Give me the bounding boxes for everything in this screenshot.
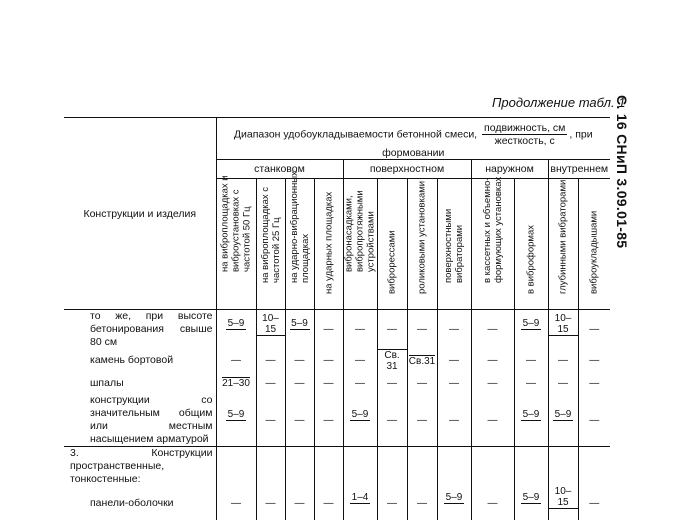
continuation-label: Продолжение табл. 1 xyxy=(492,95,626,110)
value-text: — xyxy=(294,377,305,389)
column-header xyxy=(314,179,343,310)
value-cell xyxy=(407,486,437,520)
header-row-title xyxy=(64,118,610,160)
value-cell xyxy=(256,394,285,447)
value-fraction xyxy=(257,313,285,347)
table-row xyxy=(64,447,610,487)
value-cell xyxy=(407,372,437,394)
column-header xyxy=(548,179,578,310)
value-cell xyxy=(216,447,256,487)
column-header-text: в кассетных и объемно-формующих установках xyxy=(481,176,504,283)
value-denominator xyxy=(521,504,541,515)
value-cell xyxy=(407,394,437,447)
value-cell xyxy=(377,372,407,394)
value-cell xyxy=(437,372,471,394)
value-denominator xyxy=(226,421,246,432)
row-label: панели-оболочки xyxy=(64,486,216,520)
value-denominator xyxy=(290,330,310,341)
value-text: — xyxy=(558,355,568,366)
value-text: — xyxy=(589,497,600,509)
group-vnutrennem: внутреннем xyxy=(548,160,610,179)
value-cell xyxy=(471,486,514,520)
value-denominator xyxy=(226,330,246,341)
value-text: — xyxy=(323,324,334,335)
value-numerator: 5–9 xyxy=(291,318,308,329)
norms-table xyxy=(64,117,610,520)
value-denominator xyxy=(257,336,285,347)
value-cell xyxy=(314,447,343,487)
value-text: — xyxy=(526,377,536,389)
value-fraction xyxy=(521,409,541,432)
value-cell xyxy=(314,394,343,447)
row-label: то же, при высоте бетонирования свыше 80 см xyxy=(64,310,216,350)
column-header-text: вибронасадками, вибропротяжными устройствами xyxy=(343,190,377,272)
value-cell xyxy=(471,394,514,447)
value-cell xyxy=(256,447,285,487)
group-stankovom: станковом xyxy=(216,160,343,179)
value-fraction xyxy=(549,313,578,347)
row-label: конструкции со значительным общим или местным насыщением арматурой xyxy=(64,394,216,447)
value-cell xyxy=(578,447,610,487)
value-cell xyxy=(471,310,514,350)
value-text: — xyxy=(231,497,241,509)
value-cell xyxy=(578,349,610,372)
value-numerator: 5–9 xyxy=(227,408,245,420)
row-label: камень бортовой xyxy=(64,349,216,372)
value-cell xyxy=(314,310,343,350)
column-header xyxy=(471,176,514,310)
construction-header xyxy=(64,118,216,310)
table-row xyxy=(64,372,610,394)
value-cell xyxy=(343,394,377,447)
range-prefix: Диапазон удобоукладываемости бетонной смеси, xyxy=(233,128,478,141)
value-denominator xyxy=(521,330,541,341)
value-text: — xyxy=(417,377,427,389)
value-denominator xyxy=(350,504,370,515)
value-numerator: 10–15 xyxy=(549,313,578,336)
value-text: — xyxy=(231,355,241,366)
value-cell xyxy=(285,310,314,350)
value-cell xyxy=(343,372,377,394)
column-header xyxy=(514,179,548,310)
value-cell xyxy=(407,310,437,350)
column-header xyxy=(377,179,407,310)
value-cell xyxy=(314,372,343,394)
value-cell xyxy=(548,394,578,447)
value-denominator xyxy=(549,336,578,347)
value-text: — xyxy=(323,355,334,366)
value-text: — xyxy=(294,497,305,509)
value-cell xyxy=(256,310,285,350)
value-cell xyxy=(437,310,471,350)
value-fraction xyxy=(444,492,464,515)
value-fraction xyxy=(226,409,246,432)
value-cell xyxy=(514,447,548,487)
value-cell xyxy=(216,349,256,372)
value-cell xyxy=(548,310,578,350)
row-label: 3. Конструкции пространственные, тонкостенные: xyxy=(64,447,216,487)
column-header xyxy=(407,179,437,310)
group-poverkhnostnom: поверхностном xyxy=(343,160,471,179)
value-cell xyxy=(578,372,610,394)
value-cell xyxy=(343,486,377,520)
value-cell xyxy=(216,372,256,394)
column-header-text: в виброформах xyxy=(525,225,537,294)
value-fraction xyxy=(350,409,370,432)
value-cell xyxy=(256,372,285,394)
column-header xyxy=(285,171,314,310)
value-text: — xyxy=(526,355,536,366)
value-fraction xyxy=(290,318,310,341)
value-cell xyxy=(437,349,471,372)
value-cell xyxy=(437,447,471,487)
column-header-text: на ударных площадках xyxy=(323,191,334,294)
value-fraction xyxy=(409,355,435,367)
value-cell xyxy=(437,486,471,520)
value-cell xyxy=(377,310,407,350)
value-text: — xyxy=(294,414,305,426)
side-title-text: С. 16 СНиП 3.09.01-85 xyxy=(614,95,630,249)
range-header xyxy=(216,118,610,160)
value-text: — xyxy=(417,324,427,335)
column-header-text: виброрессами xyxy=(386,230,398,294)
value-numerator: 5–9 xyxy=(522,408,540,420)
fraction-numerator: подвижность, см xyxy=(484,122,566,134)
fraction-denominator: жесткость, с xyxy=(494,135,555,147)
value-cell xyxy=(285,447,314,487)
value-cell xyxy=(216,486,256,520)
value-denominator xyxy=(549,509,578,520)
value-cell xyxy=(216,394,256,447)
range-suffix: , при формовании xyxy=(382,128,593,159)
value-text: — xyxy=(265,355,276,366)
value-cell xyxy=(548,486,578,520)
value-numerator: 1–4 xyxy=(351,491,369,503)
column-header-text: на виброплощадках с частотой 25 Гц xyxy=(259,186,282,283)
value-numerator: 5–9 xyxy=(445,491,463,503)
value-text: — xyxy=(265,414,276,426)
value-text: — xyxy=(387,497,397,509)
table-row xyxy=(64,349,610,372)
value-text: — xyxy=(387,324,397,335)
column-header-text: на ударно-вибрационных площадках xyxy=(288,171,311,283)
column-header-text: на виброплощадках и виброустановках с частотой 50 Гц xyxy=(219,175,253,272)
value-cell xyxy=(578,310,610,350)
value-cell xyxy=(471,447,514,487)
value-text: — xyxy=(417,497,427,509)
value-cell xyxy=(256,349,285,372)
value-cell xyxy=(343,349,377,372)
value-numerator: 10–15 xyxy=(549,486,578,509)
value-cell xyxy=(285,394,314,447)
value-fraction xyxy=(222,377,250,389)
value-text: — xyxy=(558,377,568,389)
value-cell xyxy=(343,310,377,350)
value-denominator: Св. 31 xyxy=(384,350,400,372)
value-cell xyxy=(514,394,548,447)
value-text: — xyxy=(265,377,276,389)
value-text: — xyxy=(355,355,365,366)
construction-header-text: Конструкции и изделия xyxy=(83,207,197,220)
column-header-text: роликовыми установками xyxy=(416,180,428,294)
value-text: — xyxy=(487,414,498,426)
value-text: — xyxy=(294,355,305,366)
value-cell xyxy=(437,394,471,447)
value-cell xyxy=(548,372,578,394)
value-cell xyxy=(285,349,314,372)
value-text: — xyxy=(323,497,334,509)
value-cell xyxy=(377,486,407,520)
value-text: — xyxy=(449,377,459,389)
value-denominator: 21–30 xyxy=(222,378,250,389)
value-cell xyxy=(314,486,343,520)
value-numerator: 5–9 xyxy=(351,408,369,420)
value-text: — xyxy=(449,355,459,366)
column-header-text: виброукладышами xyxy=(588,210,600,294)
value-text: — xyxy=(589,355,600,366)
value-cell xyxy=(216,310,256,350)
value-cell xyxy=(514,310,548,350)
value-text: — xyxy=(265,497,276,509)
value-cell xyxy=(285,486,314,520)
value-numerator: 10–15 xyxy=(257,313,285,336)
value-denominator xyxy=(521,421,541,432)
value-cell xyxy=(578,394,610,447)
value-cell xyxy=(548,447,578,487)
value-cell xyxy=(548,349,578,372)
value-text: — xyxy=(323,377,334,389)
value-text: — xyxy=(449,324,459,335)
value-cell xyxy=(343,447,377,487)
value-cell xyxy=(407,447,437,487)
value-text: — xyxy=(355,324,365,335)
group-naruzhnom: наружном xyxy=(471,160,548,179)
value-text: — xyxy=(323,414,334,426)
value-cell xyxy=(377,447,407,487)
table-row xyxy=(64,310,610,350)
value-cell xyxy=(578,486,610,520)
value-numerator: 5–9 xyxy=(522,318,540,329)
range-fraction xyxy=(482,122,567,147)
value-denominator xyxy=(444,504,464,515)
column-header xyxy=(437,179,471,310)
value-text: — xyxy=(387,377,397,389)
value-text: — xyxy=(355,377,365,389)
column-header-text: глубинными вибраторами xyxy=(557,179,569,294)
column-header xyxy=(256,179,285,310)
value-cell xyxy=(471,372,514,394)
value-fraction xyxy=(226,318,246,341)
value-text: — xyxy=(487,324,498,335)
value-numerator: 5–9 xyxy=(522,491,540,503)
value-denominator: Св.31 xyxy=(408,355,436,367)
value-text: — xyxy=(589,324,600,335)
value-cell xyxy=(285,372,314,394)
value-cell xyxy=(514,349,548,372)
value-text: — xyxy=(589,414,600,426)
value-cell xyxy=(514,486,548,520)
value-text: — xyxy=(487,497,498,509)
column-header xyxy=(216,175,256,310)
value-text: — xyxy=(487,355,498,366)
value-denominator xyxy=(350,421,370,432)
value-cell xyxy=(377,394,407,447)
value-cell xyxy=(314,349,343,372)
column-header-text: поверхностными вибраторами xyxy=(443,208,465,283)
value-cell xyxy=(407,349,437,372)
value-fraction xyxy=(549,486,578,520)
value-text: — xyxy=(417,414,427,426)
value-fraction xyxy=(553,409,573,432)
side-title xyxy=(613,95,647,365)
value-cell xyxy=(377,349,407,372)
value-fraction xyxy=(350,492,370,515)
table-row xyxy=(64,486,610,520)
value-cell xyxy=(256,486,285,520)
table-row xyxy=(64,394,610,447)
value-text: — xyxy=(589,377,600,389)
column-header xyxy=(578,179,610,310)
value-cell xyxy=(514,372,548,394)
value-fraction xyxy=(378,349,407,372)
value-cell xyxy=(471,349,514,372)
value-text: — xyxy=(387,414,397,426)
value-text: — xyxy=(449,414,459,426)
value-fraction xyxy=(521,318,541,341)
row-label: шпалы xyxy=(64,372,216,394)
value-numerator: 5–9 xyxy=(227,318,245,329)
column-header xyxy=(343,179,377,310)
value-denominator xyxy=(553,421,573,432)
value-numerator: 5–9 xyxy=(554,408,572,420)
value-text: — xyxy=(487,377,498,389)
value-fraction xyxy=(521,492,541,515)
